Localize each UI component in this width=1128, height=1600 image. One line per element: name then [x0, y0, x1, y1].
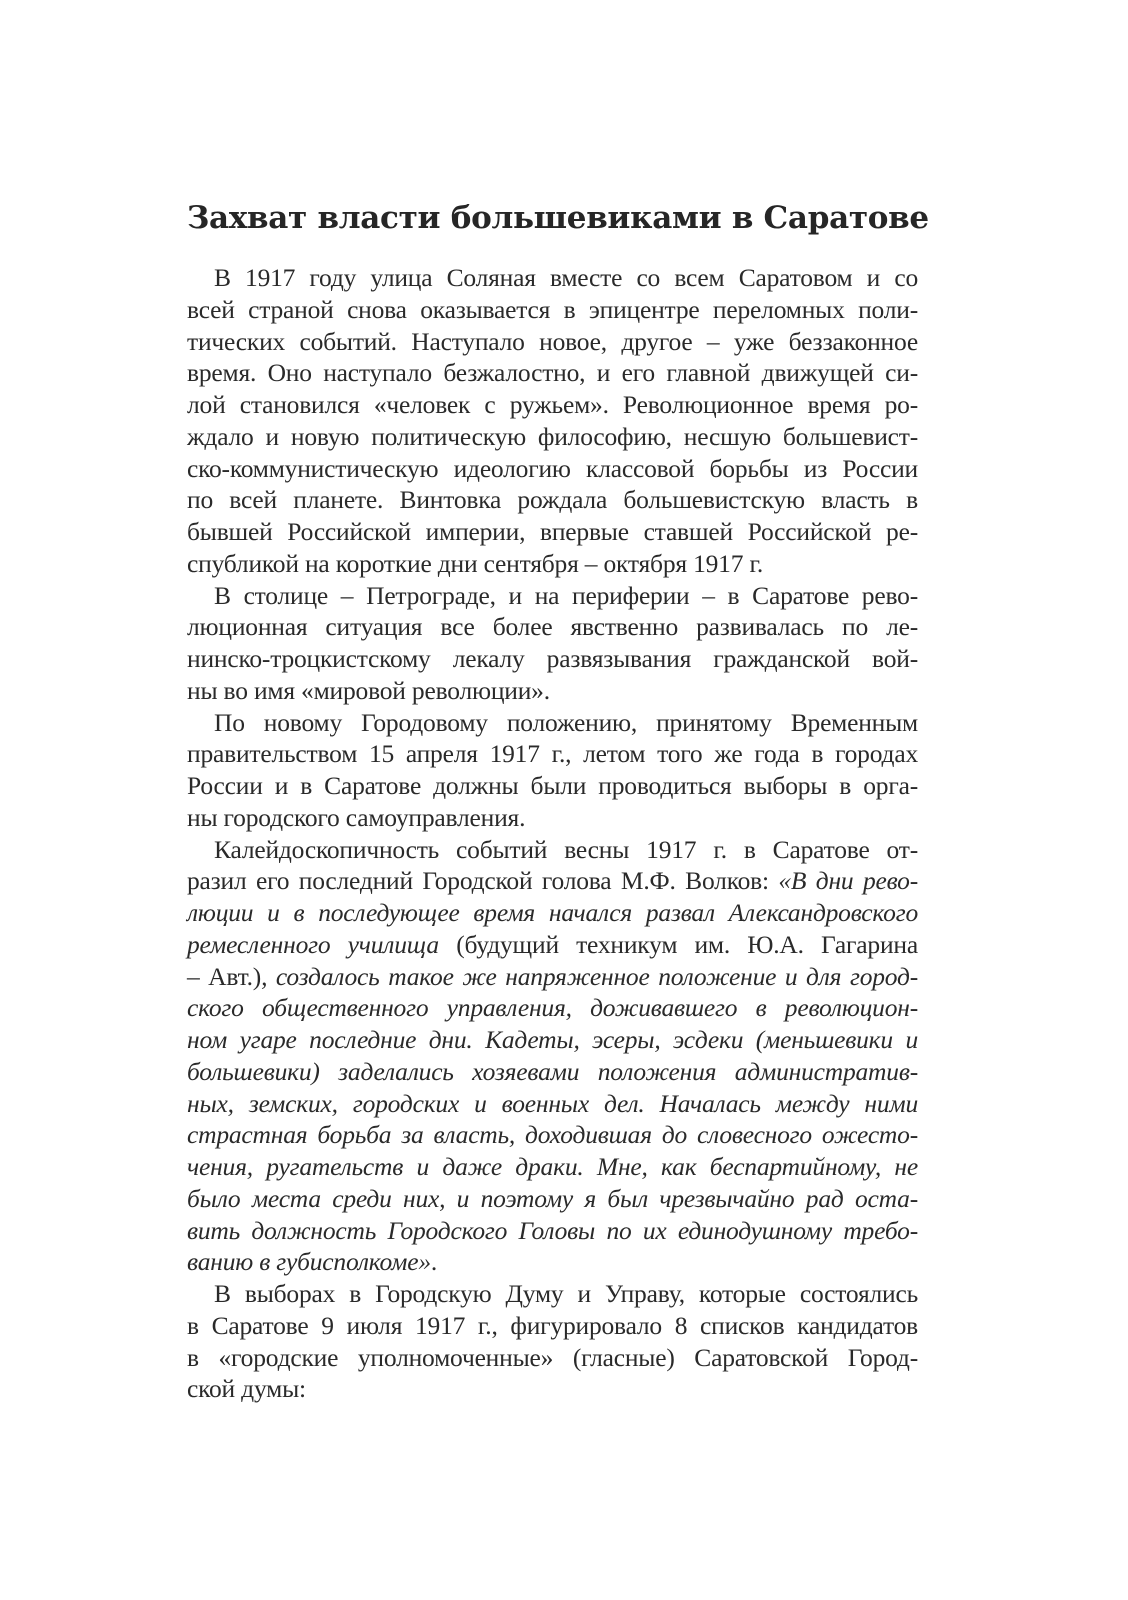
text-line: [187, 294, 918, 326]
text-line: [187, 992, 918, 1024]
text-run: ско-коммунистическую идеологию классовой борьбы из России: [187, 453, 918, 483]
text-line: [187, 897, 918, 929]
quote-italic-run: было места среди них, и поэтому я был чрезвычайно рад оста-: [187, 1183, 918, 1213]
text-run: ской думы:: [187, 1374, 306, 1404]
text-run: спубликой на короткие дни сентября – октября 1917 г.: [187, 548, 764, 578]
text-run: в «городские уполномоченные» (гласные) Саратовской Город-: [187, 1342, 918, 1372]
text-line: [187, 453, 918, 485]
text-run: Калейдоскопичность событий весны 1917 г. в Саратове от-: [214, 834, 918, 864]
text-line: [187, 643, 918, 675]
text-line: [187, 1024, 918, 1056]
text-line: [187, 1151, 918, 1183]
text-line: [187, 484, 918, 516]
text-run: ны городского самоуправления.: [187, 802, 526, 832]
page-content: [187, 188, 929, 1405]
text-line: [187, 865, 918, 897]
text-line: [187, 580, 918, 612]
quote-italic-run: люции и в последующее время начался развал Александровского: [187, 898, 918, 927]
text-run: В 1917 году улица Соляная вместе со всем Саратовом и со: [214, 263, 918, 292]
text-line: [187, 1119, 918, 1151]
text-line: [187, 357, 918, 389]
text-line: [187, 1342, 918, 1374]
body-text: [187, 262, 918, 1405]
text-run: – Авт.): [187, 961, 262, 991]
text-run: правительством 15 апреля 1917 г., летом того же года в городах: [187, 739, 918, 769]
text-line: [187, 1088, 918, 1120]
quote-italic-run: ремесленного училища: [187, 929, 439, 959]
text-line: [187, 675, 918, 707]
text-line: [187, 1310, 918, 1342]
text-line: [187, 262, 918, 294]
text-line: [187, 1215, 918, 1247]
text-line: [187, 929, 918, 961]
chapter-title: Захват власти большевиками в Саратове: [187, 200, 929, 236]
quote-italic-run: ных, земских, городских и военных дел. Началась между ними: [187, 1088, 918, 1118]
quote-italic-run: «В дни рево-: [778, 866, 918, 896]
text-run: тических событий. Наступало новое, другое – уже беззаконное: [187, 326, 918, 356]
text-line: [187, 548, 918, 580]
text-run: бывшей Российской империи, впервые ставшей Российской ре-: [187, 517, 918, 546]
text-run: ждало и новую политическую философию, несшую большевист-: [187, 421, 918, 451]
text-run: лой становился «человек с ружьем». Революционное время ро-: [187, 390, 918, 419]
text-line: [187, 1278, 918, 1310]
text-line: [187, 707, 918, 739]
text-line: [187, 738, 918, 770]
text-line: [187, 1373, 918, 1405]
text-run: ны во имя «мировой революции».: [187, 675, 550, 705]
text-line: [187, 770, 918, 802]
text-line: [187, 389, 918, 421]
text-run: по всей планете. Винтовка рождала большевистскую власть в: [187, 485, 918, 515]
text-run: разил его последний Городской голова М.Ф. Волков:: [187, 866, 779, 896]
text-run: люционная ситуация все более явственно развивалась по ле-: [187, 612, 918, 642]
text-line: [187, 961, 918, 993]
quote-italic-run: страстная борьба за власть, доходившая до словесного ожесто-: [187, 1120, 918, 1150]
text-line: [187, 834, 918, 866]
quote-italic-run: ном угаре последние дни. Кадеты, эсеры, эсдеки (меньшевики и: [187, 1025, 918, 1054]
text-run: в Саратове 9 июля 1917 г., фигурировало 8 списков кандидатов: [187, 1310, 918, 1340]
quote-italic-run: вить должность Городского Головы по их единодушному требо-: [187, 1215, 918, 1245]
quote-italic-run: ского общественного управления, доживавшего в революцион-: [187, 993, 918, 1023]
quote-italic-run: чения, ругательств и даже драки. Мне, как беспартийному, не: [187, 1152, 918, 1181]
text-line: [187, 611, 918, 643]
text-line: [187, 802, 918, 834]
text-run: По новому Городовому положению, принятому Временным: [214, 707, 918, 737]
text-line: [187, 421, 918, 453]
quote-italic-run: , создалось такое же напряженное положение и для город-: [261, 961, 919, 991]
text-run: России и в Саратове должны были проводиться выборы в орга-: [187, 771, 918, 800]
text-run: время. Оно наступало безжалостно, и его главной движущей си-: [187, 358, 918, 388]
text-line: [187, 1246, 918, 1278]
text-line: [187, 1183, 918, 1215]
text-run: В выборах в Городскую Думу и Управу, которые состоялись: [214, 1279, 918, 1308]
text-run: всей страной снова оказывается в эпицентре переломных поли-: [187, 294, 918, 324]
text-run: (будущий техникум им. Ю.А. Гагарина: [438, 929, 918, 959]
text-run: .: [430, 1247, 438, 1277]
text-line: [187, 326, 918, 358]
text-run: нинско-троцкистскому лекалу развязывания гражданской вой-: [187, 644, 918, 673]
quote-italic-run: ванию в губисполкоме»: [187, 1247, 431, 1277]
text-run: В столице – Петрограде, и на периферии – в Саратове рево-: [214, 580, 918, 610]
text-line: [187, 1056, 918, 1088]
text-line: [187, 516, 918, 548]
quote-italic-run: большевики) заделались хозяевами положения административ-: [187, 1056, 918, 1086]
